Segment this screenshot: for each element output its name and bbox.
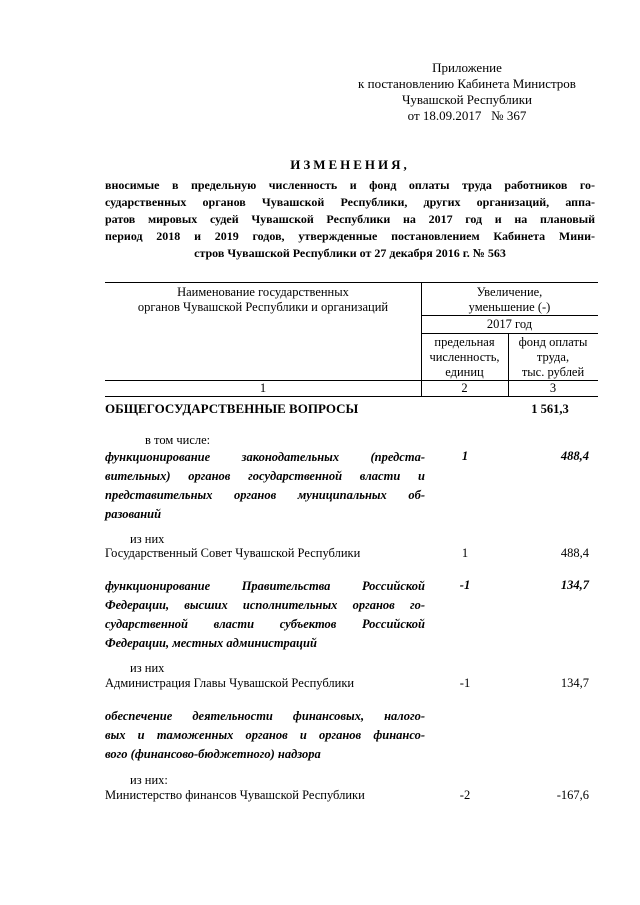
group-heading bbox=[421, 285, 598, 315]
legislative-line: разований bbox=[105, 507, 162, 521]
col1-number: 1 bbox=[259, 381, 267, 395]
finance-function bbox=[105, 707, 425, 764]
government-fund: 134,7 bbox=[560, 578, 589, 592]
header-year-top-rule bbox=[421, 315, 598, 316]
state-council-name: Государственный Совет Чувашской Республики bbox=[105, 546, 361, 560]
document-subtitle bbox=[105, 177, 595, 262]
including-label: в том числе: bbox=[145, 433, 211, 447]
general-fund-value: 1 561,3 bbox=[531, 402, 569, 416]
of-them-label-2: из них bbox=[130, 661, 165, 675]
header-bottom-rule bbox=[105, 396, 598, 397]
annex-title: Приложение bbox=[432, 60, 502, 75]
annex-date: от 18.09.2017 № 367 bbox=[407, 108, 527, 123]
head-admin-count: -1 bbox=[459, 676, 471, 690]
legislative-count: 1 bbox=[461, 449, 469, 463]
annex-republic: Чувашской Республики bbox=[401, 92, 533, 107]
government-line: сударственной власти субъектов Российской bbox=[105, 617, 425, 631]
subtitle-line: стров Чувашской Республики от 27 декабря 2016 г. № 563 bbox=[194, 246, 506, 260]
col1-heading bbox=[105, 285, 421, 315]
col3-heading bbox=[508, 335, 598, 380]
col2-heading-line: предельная bbox=[434, 335, 495, 349]
col2-heading-line: единиц bbox=[445, 365, 484, 379]
government-count: -1 bbox=[459, 578, 471, 592]
finance-line: вых и таможенных органов и органов финансо- bbox=[105, 728, 425, 742]
col1-heading-line: Наименование государственных bbox=[177, 285, 349, 299]
subtitle-line: сударственных органов Чувашской Республики, других организаций, аппа- bbox=[105, 195, 595, 209]
col1-heading-line: органов Чувашской Республики и организаций bbox=[137, 300, 389, 314]
legislative-line: представительных органов муниципальных об- bbox=[105, 488, 425, 502]
of-them-label-1: из них bbox=[130, 532, 165, 546]
government-function bbox=[105, 577, 425, 653]
government-line: функционирование Правительства Российской bbox=[105, 579, 425, 593]
header-year-bottom-rule bbox=[421, 333, 598, 334]
state-council-fund: 488,4 bbox=[560, 546, 589, 560]
col3-heading-line: фонд оплаты bbox=[518, 335, 588, 349]
legislative-line: вительных) органов государственной власти и bbox=[105, 469, 425, 483]
table-header bbox=[105, 282, 598, 397]
col2-number: 2 bbox=[461, 381, 468, 395]
col3-number: 3 bbox=[549, 381, 557, 395]
col3-heading-line: труда, bbox=[536, 350, 570, 364]
year-heading: 2017 год bbox=[486, 317, 533, 331]
col2-heading-line: численность, bbox=[429, 350, 500, 364]
col2-heading bbox=[421, 335, 508, 380]
section-general-questions: ОБЩЕГОСУДАРСТВЕННЫЕ ВОПРОСЫ bbox=[105, 401, 359, 416]
state-council-count: 1 bbox=[461, 546, 469, 560]
legislative-fund: 488,4 bbox=[560, 449, 589, 463]
ministry-finance-count: -2 bbox=[459, 788, 471, 802]
government-line: Федерации, местных администраций bbox=[105, 636, 317, 650]
finance-line: обеспечение деятельности финансовых, налого- bbox=[105, 709, 425, 723]
government-line: Федерации, высших исполнительных органов го- bbox=[105, 598, 425, 612]
ministry-finance-fund: -167,6 bbox=[556, 788, 589, 802]
legislative-line: функционирование законодательных (предста- bbox=[105, 450, 425, 464]
legislative-function bbox=[105, 448, 425, 524]
head-admin-fund: 134,7 bbox=[560, 676, 589, 690]
head-admin-name: Администрация Главы Чувашской Республики bbox=[105, 676, 355, 690]
annex-ref: к постановлению Кабинета Министров bbox=[358, 76, 576, 91]
subtitle-line: вносимые в предельную численность и фонд оплаты труда работников го- bbox=[105, 178, 595, 192]
annex-block bbox=[342, 60, 592, 124]
header-top-rule bbox=[105, 282, 598, 283]
ministry-finance-name: Министерство финансов Чувашской Республики bbox=[105, 788, 365, 802]
of-them-label-3: из них: bbox=[130, 773, 168, 787]
subtitle-line: период 2018 и 2019 годов, утвержденные постановлением Кабинета Мини- bbox=[105, 229, 595, 243]
subtitle-line: ратов мировых судей Чувашской Республики на 2017 год и на плановый bbox=[105, 212, 595, 226]
finance-line: вого (финансово-бюджетного) надзора bbox=[105, 747, 321, 761]
group-heading-line: уменьшение (-) bbox=[468, 300, 551, 314]
col3-heading-line: тыс. рублей bbox=[521, 365, 585, 379]
document-title: ИЗМЕНЕНИЯ, bbox=[290, 157, 410, 172]
group-heading-line: Увеличение, bbox=[476, 285, 543, 299]
